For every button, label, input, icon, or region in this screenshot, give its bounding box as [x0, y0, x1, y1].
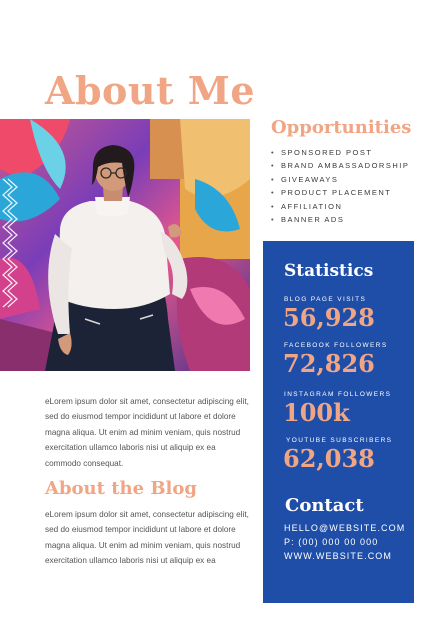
stat-label-youtube-subscribers: YOUTUBE SUBSCRIBERS [286, 437, 393, 444]
contact-phone: P: (00) 000 00 000 [284, 537, 379, 547]
list-item [271, 200, 409, 213]
bullet-icon: • [271, 148, 276, 157]
list-item [271, 146, 409, 159]
list-item-label: BANNER ADS [281, 214, 345, 224]
bullet-icon: • [271, 161, 276, 171]
list-item [271, 173, 409, 186]
text-line: sed do eiusmod tempor incididunt ut labore et dolore [45, 525, 236, 535]
contact-website-link[interactable]: WWW.WEBSITE.COM [284, 551, 392, 561]
text-line: exercitation ullamco laboris nisi ut aliquip ex ea [45, 556, 216, 566]
contact-heading: Contact [285, 495, 364, 516]
statistics-heading: Statistics [284, 261, 374, 281]
bullet-icon: • [271, 214, 276, 224]
text-line: magna aliqua. Ut enim ad minim veniam, quis nostrud [45, 540, 241, 550]
stat-label-instagram-followers: INSTAGRAM FOLLOWERS [284, 391, 392, 398]
page-title: About Me [45, 68, 256, 113]
stat-label-blog-visits: BLOG PAGE VISITS [284, 296, 367, 303]
list-item-label: SPONSORED POST [281, 148, 373, 157]
bullet-icon: • [271, 201, 276, 211]
list-item-label: AFFILIATION [281, 201, 343, 211]
bullet-icon: • [271, 188, 276, 198]
bullet-icon: • [271, 174, 276, 184]
text-line: sed do eiusmod tempor incididunt ut labore et dolore [45, 412, 236, 422]
about-blog-heading: About the Blog [45, 478, 197, 499]
profile-photo [0, 119, 250, 371]
list-item [271, 186, 409, 199]
list-item-label: BRAND AMBASSADORSHIP [281, 161, 410, 171]
text-line: commodo consequat. [45, 458, 124, 468]
contact-email-link[interactable]: HELLO@WEBSITE.COM [284, 523, 406, 533]
stat-label-facebook-followers: FACEBOOK FOLLOWERS [284, 342, 388, 349]
text-line: eLorem ipsum dolor sit amet, consectetur adipiscing elit, [45, 397, 249, 406]
list-item [271, 213, 409, 226]
intro-paragraph [45, 394, 255, 471]
blog-paragraph [45, 507, 255, 569]
text-line: exercitation ullamco laboris nisi ut aliquip ex ea [45, 443, 216, 453]
list-item-label: PRODUCT PLACEMENT [281, 188, 392, 198]
stat-value-youtube-subscribers: 62,038 [283, 444, 375, 473]
opportunities-list [271, 146, 409, 226]
list-item [271, 159, 409, 172]
text-line: magna aliqua. Ut enim ad minim veniam, quis nostrud [45, 427, 241, 437]
statistics-panel [263, 241, 414, 603]
stat-value-instagram-followers: 100k [283, 398, 350, 427]
stat-value-blog-visits: 56,928 [283, 303, 375, 332]
stat-value-facebook-followers: 72,826 [283, 349, 375, 378]
list-item-label: GIVEAWAYS [281, 174, 339, 184]
text-line: eLorem ipsum dolor sit amet, consectetur adipiscing elit, [45, 510, 249, 519]
opportunities-heading: Opportunities [271, 117, 412, 138]
